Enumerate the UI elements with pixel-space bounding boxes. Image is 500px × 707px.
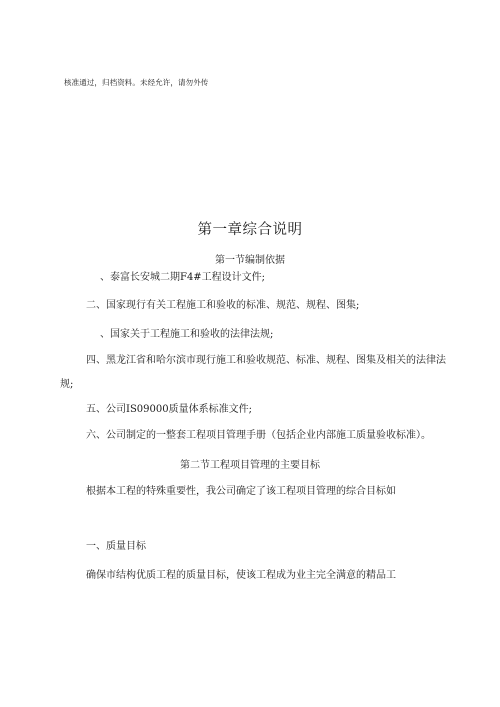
basis-item-5: 五、公司IS09000质量体系标准文件; xyxy=(86,404,252,415)
basis-item-1: 、泰富长安城二期F4#工程设计文件; xyxy=(100,272,266,283)
basis-item-4-continuation: 规; xyxy=(60,379,74,390)
quality-text: 确保市结构优质工程的质量目标，使该工程成为业主完全满意的精品工 xyxy=(86,570,396,581)
section-title-1: 第一节编制依据 xyxy=(215,255,285,266)
quality-heading: 一、质量目标 xyxy=(86,541,146,552)
basis-item-4: 四、黑龙江省和哈尔滨市现行施工和验收规范、标准、规程、图集及相关的法律法 xyxy=(86,355,446,366)
basis-item-3: 、国家关于工程施工和验收的法律法规; xyxy=(100,329,274,340)
header-note: 核准通过，归档资料。未经允许，请勿外传 xyxy=(64,78,209,87)
goal-intro: 根据本工程的特殊重要性，我公司确定了该工程项目管理的综合目标如 xyxy=(86,486,396,497)
chapter-title: 第一章综合说明 xyxy=(197,222,303,238)
section-title-2: 第二节工程项目管理的主要目标 xyxy=(180,460,320,471)
basis-item-6: 六、公司制定的一整套工程项目管理手册（包括企业内部施工质量验收标准）。 xyxy=(86,430,431,441)
basis-item-2: 二、国家现行有关工程施工和验收的标准、规范、规程、图集; xyxy=(86,300,360,311)
